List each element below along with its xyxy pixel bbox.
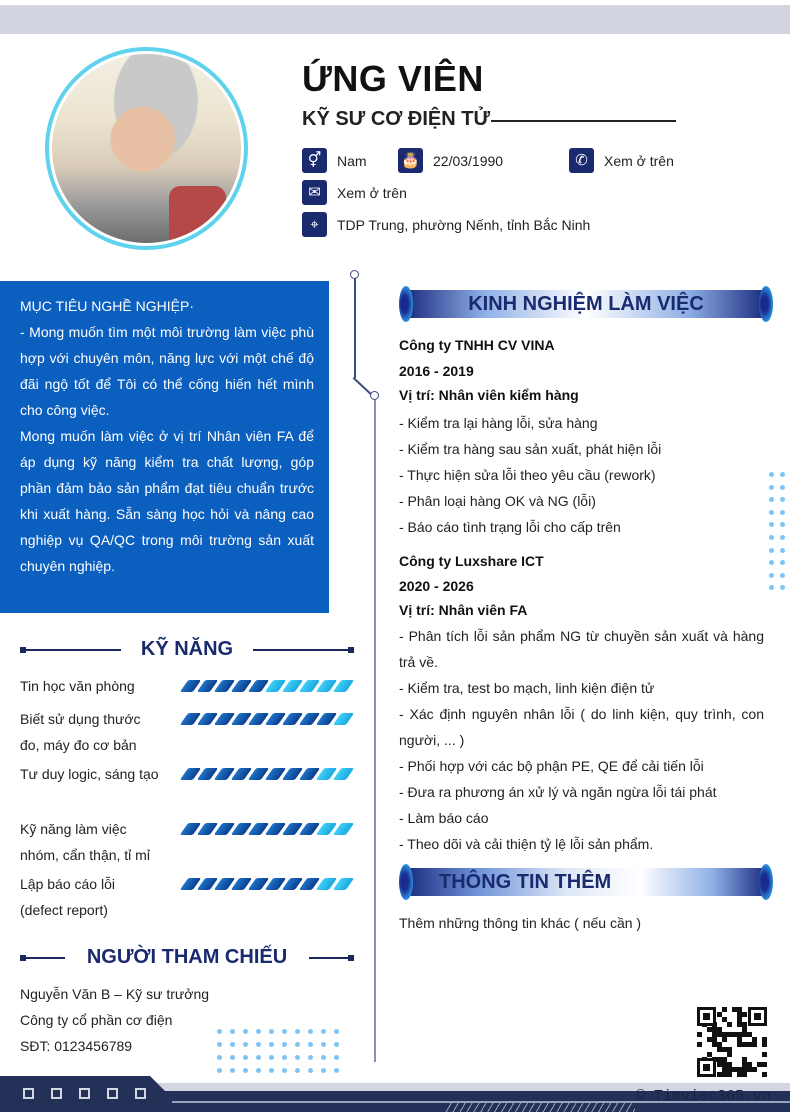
candidate-name: ỨNG VIÊN (302, 58, 484, 99)
avatar-frame (45, 47, 248, 250)
square-icon (107, 1088, 118, 1099)
dot (780, 497, 785, 502)
dot (321, 1068, 326, 1073)
skill-level-bar (184, 816, 350, 836)
references-heading (20, 946, 354, 969)
info-email (302, 180, 407, 205)
job-entry (399, 549, 764, 857)
experience-banner (399, 286, 773, 322)
birthday-cake-icon: 🎂 (398, 148, 423, 173)
skill-stripe (333, 713, 354, 725)
dot (780, 510, 785, 515)
square-icon (135, 1088, 146, 1099)
skill-row (20, 673, 350, 699)
heading-rule (20, 957, 65, 959)
additional-info-title: THÔNG TIN THÊM (439, 870, 612, 893)
dot (217, 1042, 222, 1047)
qr-code (697, 1007, 767, 1077)
job-duty: - Báo cáo tình trạng lỗi cho cấp trên (399, 519, 621, 535)
objective-heading: MỤC TIÊU NGHỀ NGHIỆP· (20, 298, 194, 314)
banner-cap (759, 286, 773, 322)
job-period: 2020 - 2026 (399, 577, 474, 594)
dot (769, 573, 774, 578)
references-title: NGƯỜI THAM CHIẾU (86, 946, 288, 968)
additional-info-text: Thêm những thông tin khác ( nếu cần ) (399, 915, 642, 931)
dot (230, 1068, 235, 1073)
dot (269, 1042, 274, 1047)
decorative-dot-grid (217, 1029, 339, 1073)
dot (295, 1042, 300, 1047)
timeline-node (370, 391, 379, 400)
dot (780, 472, 785, 477)
dot (282, 1068, 287, 1073)
skill-label: Biết sử dụng thước đo, máy đo cơ bản (20, 711, 141, 753)
phone-icon: ✆ (569, 148, 594, 173)
envelope-icon: ✉ (302, 180, 327, 205)
qr-finder (748, 1007, 767, 1026)
skill-row (20, 761, 350, 787)
job-duty: - Kiểm tra lại hàng lỗi, sửa hàng (399, 415, 598, 431)
info-gender (302, 148, 367, 173)
dot (230, 1042, 235, 1047)
address-value: TDP Trung, phường Nếnh, tỉnh Bắc Ninh (337, 216, 591, 233)
skill-level-bar (184, 871, 350, 891)
info-address (302, 212, 590, 237)
dot (334, 1042, 339, 1047)
dot (334, 1029, 339, 1034)
dot (780, 548, 785, 553)
skills-heading (20, 638, 354, 661)
dot (282, 1042, 287, 1047)
dot (243, 1055, 248, 1060)
square-icon (51, 1088, 62, 1099)
dot (769, 585, 774, 590)
skill-stripe (333, 680, 354, 692)
qr-finder (697, 1058, 716, 1077)
dot (256, 1055, 261, 1060)
qr-finder (697, 1007, 716, 1026)
gender-value: Nam (337, 152, 367, 169)
timeline-line (374, 400, 376, 1062)
dot (780, 485, 785, 490)
dot (769, 510, 774, 515)
reference-company: Công ty cổ phần cơ điện (20, 1012, 173, 1028)
dot (295, 1029, 300, 1034)
dot (780, 560, 785, 565)
dot (308, 1042, 313, 1047)
skill-level-bar (184, 673, 350, 693)
objective-paragraph: - Mong muốn tìm một môi trường làm việc phù hợp với chuyên môn, năng lực với một chế độ đãi ngộ tốt để Tôi có thể cống hiến hết mình cho công việc. (20, 324, 314, 418)
additional-info-banner (399, 864, 773, 900)
career-objective-panel (0, 281, 329, 613)
job-period: 2016 - 2019 (399, 363, 474, 379)
dot (256, 1029, 261, 1034)
map-pin-icon: ⌖ (302, 212, 327, 237)
info-phone (569, 148, 674, 173)
skill-label: Kỹ năng làm việc nhóm, cẩn thận, tỉ mỉ (20, 821, 150, 863)
avatar (52, 54, 241, 243)
email-value: Xem ở trên (337, 184, 407, 201)
dot (230, 1029, 235, 1034)
gender-icon: ⚥ (302, 148, 327, 173)
job-duty: - Kiểm tra hàng sau sản xuất, phát hiện lỗi (399, 441, 662, 457)
job-duty: - Phân loại hàng OK và NG (lỗi) (399, 493, 596, 509)
job-position: Vị trí: Nhân viên kiểm hàng (399, 387, 579, 403)
dot (217, 1055, 222, 1060)
dot (308, 1029, 313, 1034)
skill-stripe (333, 823, 354, 835)
experience-title: KINH NGHIỆM LÀM VIỆC (468, 292, 704, 315)
skill-row (20, 816, 350, 868)
dot (282, 1055, 287, 1060)
dot (769, 485, 774, 490)
job-duty: - Kiểm tra, test bo mạch, linh kiện điện tử (399, 679, 655, 696)
dot (295, 1055, 300, 1060)
watermark: © Timviec365.vn (636, 1088, 772, 1105)
dot (217, 1029, 222, 1034)
banner-cap (759, 864, 773, 900)
dot (269, 1029, 274, 1034)
job-duty: - Đưa ra phương án xử lý và ngăn ngừa lỗi tái phát (399, 783, 717, 800)
job-duty: - Theo dõi và cải thiện tỷ lệ lỗi sản phẩm. (399, 835, 654, 852)
dot (282, 1029, 287, 1034)
dot (321, 1055, 326, 1060)
reference-name: Nguyễn Văn B – Kỹ sư trưởng (20, 986, 210, 1002)
dot (243, 1068, 248, 1073)
dot (308, 1068, 313, 1073)
footer-hatch (445, 1103, 635, 1112)
dot (780, 585, 785, 590)
dot (334, 1055, 339, 1060)
job-company: Công ty Luxshare ICT (399, 553, 544, 569)
job-company: Công ty TNHH CV VINA (399, 337, 555, 353)
job-entry (399, 332, 764, 540)
decorative-dot-grid (769, 472, 785, 590)
square-icon (79, 1088, 90, 1099)
dot (769, 497, 774, 502)
heading-rule (309, 957, 354, 959)
dot (243, 1042, 248, 1047)
dot (769, 548, 774, 553)
heading-rule (20, 649, 121, 651)
dot (256, 1042, 261, 1047)
job-title: KỸ SƯ CƠ ĐIỆN TỬ (302, 108, 491, 130)
skill-label: Tư duy logic, sáng tạo (20, 766, 159, 782)
dot (295, 1068, 300, 1073)
info-birthday (398, 148, 503, 173)
dot (780, 522, 785, 527)
dot (769, 472, 774, 477)
banner-cap (399, 286, 413, 322)
dot (769, 522, 774, 527)
skill-level-bar (184, 706, 350, 726)
dot (269, 1068, 274, 1073)
job-duty: - Thực hiện sửa lỗi theo yêu cầu (rework) (399, 467, 656, 483)
dot (334, 1068, 339, 1073)
skill-stripe (333, 878, 354, 890)
skill-level-bar (184, 761, 350, 781)
dot (217, 1068, 222, 1073)
skill-row (20, 706, 350, 758)
skill-label: Tin học văn phòng (20, 678, 135, 694)
dot (780, 535, 785, 540)
square-icon (23, 1088, 34, 1099)
dot (769, 560, 774, 565)
top-decorative-band (0, 5, 790, 34)
dot (243, 1029, 248, 1034)
dot (256, 1068, 261, 1073)
birthday-value: 22/03/1990 (433, 152, 504, 169)
banner-cap (399, 864, 413, 900)
dot (308, 1055, 313, 1060)
timeline-node (350, 270, 359, 279)
phone-value: Xem ở trên (604, 152, 674, 169)
job-position: Vị trí: Nhân viên FA (399, 602, 528, 618)
job-duty: - Phân tích lỗi sản phẩm NG từ chuyền sản xuất và hàng trả về. (399, 627, 764, 670)
dot (321, 1029, 326, 1034)
skill-stripe (333, 768, 354, 780)
skill-row (20, 871, 350, 923)
dot (321, 1042, 326, 1047)
dot (769, 535, 774, 540)
job-duty: - Xác định nguyên nhân lỗi ( do linh kiện, quy trình, con người, ... ) (399, 705, 764, 748)
heading-rule (253, 649, 354, 651)
dot (230, 1055, 235, 1060)
skills-title: KỸ NĂNG (140, 638, 234, 660)
dot (780, 573, 785, 578)
skill-label: Lập báo cáo lỗi (defect report) (20, 876, 115, 918)
timeline-line (354, 278, 356, 378)
title-divider (491, 120, 676, 122)
job-duty: - Phối hợp với các bộ phận PE, QE để cải tiến lỗi (399, 757, 704, 774)
dot (269, 1055, 274, 1060)
job-duty: - Làm báo cáo (399, 809, 489, 826)
objective-paragraph: Mong muốn làm việc ở vị trí Nhân viên FA để áp dụng kỹ năng kiểm tra chất lượng, góp phần đảm bảo sản phẩm đạt tiêu chuẩn trước khi xuất hàng. Sẵn sàng học hỏi và nâng cao nghiệp vụ QA/QC trong môi trường sản xuất chuyên nghiệp. (20, 428, 314, 574)
reference-phone: SĐT: 0123456789 (20, 1038, 133, 1054)
